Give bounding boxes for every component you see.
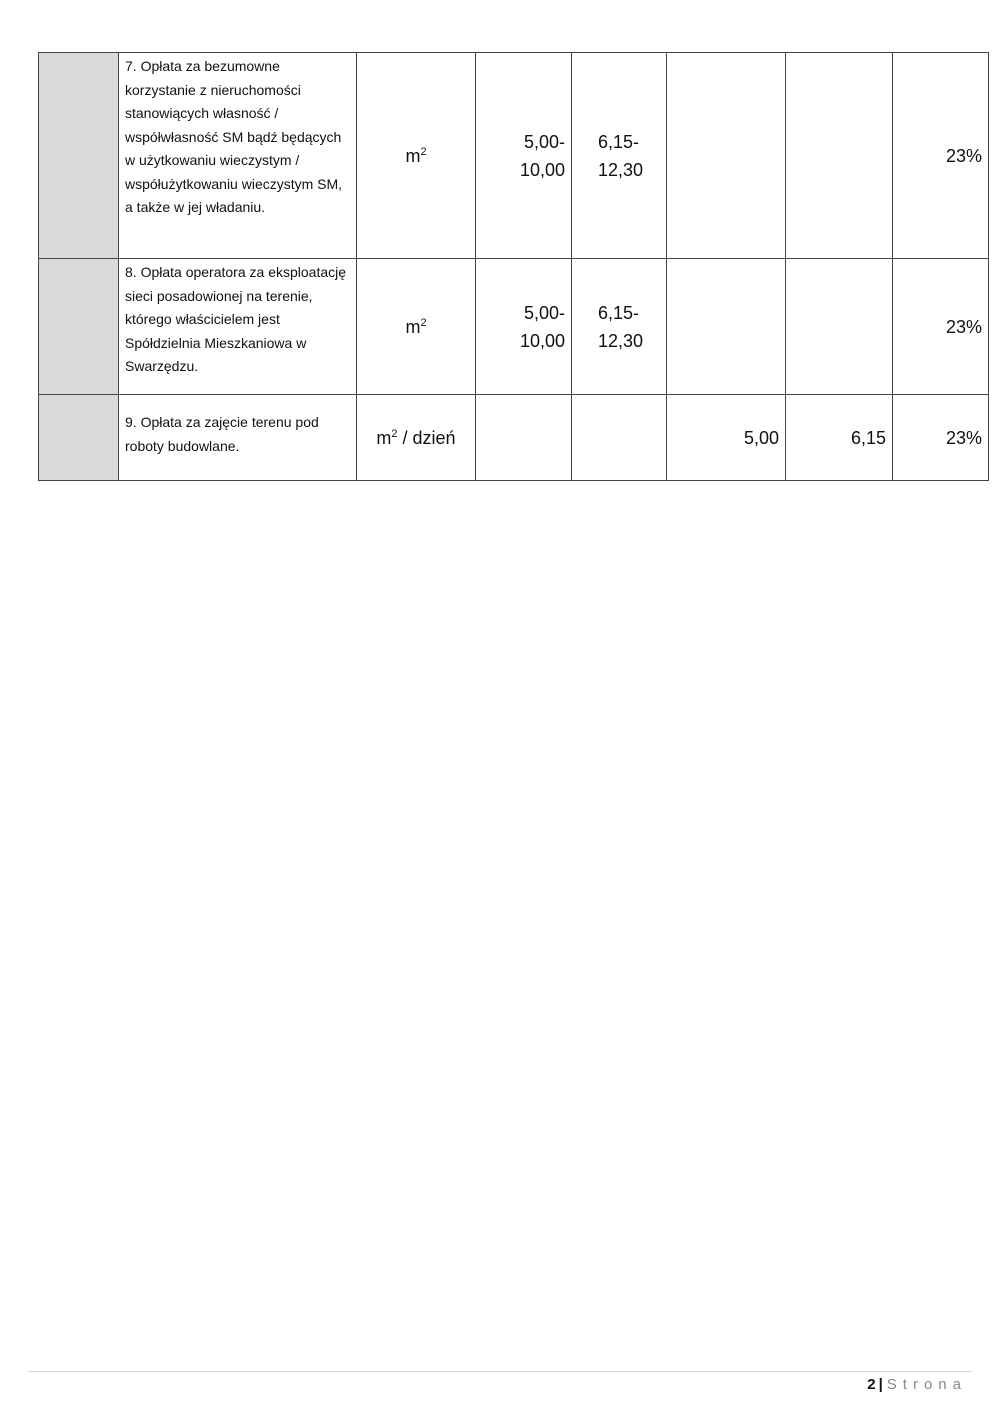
unit-base: m [376,427,392,448]
gross-range-from: 6,15- [598,302,640,323]
gross-range-cell [572,395,667,481]
unit-superscript: 2 [391,427,398,440]
gross-range-cell [572,259,667,395]
vat-cell: 23% [893,259,989,395]
unit-superscript: 2 [420,145,427,158]
unit-cell [357,395,476,481]
shaded-cell [39,53,119,259]
gross-value-cell: 6,15 [786,395,893,481]
table-row [39,53,989,259]
net-range-cell [476,259,572,395]
net-range-cell [476,395,572,481]
net-range-cell [476,53,572,259]
gross-range-to: 12,30 [598,159,644,180]
net-range-to: 10,00 [519,159,565,180]
description-cell: 9. Opłata za zajęcie terenu pod roboty budowlane. [119,395,357,481]
shaded-cell [39,259,119,395]
net-range-from: 5,00- [523,131,565,152]
page-footer [867,1376,967,1393]
description-cell: 8. Opłata operatora za eksploatację sieci posadowionej na terenie, którego właścicielem jest Spółdzielnia Mieszkaniowa w Swarzędzu. [119,259,357,395]
shaded-cell [39,395,119,481]
table-row [39,259,989,395]
unit-cell [357,259,476,395]
gross-range-from: 6,15- [598,131,640,152]
net-range-to: 10,00 [519,330,565,351]
description-cell: 7. Opłata za bezumowne korzystanie z nieruchomości stanowiących własność / współwłasność SM bądź będących w użytkowaniu wieczystym / współużytkowaniu wieczystym SM, a także w jej władaniu. [119,53,357,259]
unit-base: m [405,145,421,166]
net-value-cell [667,53,786,259]
vat-cell: 23% [893,395,989,481]
gross-range-to: 12,30 [598,330,644,351]
net-value-cell [667,259,786,395]
page-label: Strona [886,1376,967,1393]
table-row [39,395,989,481]
unit-base: m [405,316,421,337]
unit-cell [357,53,476,259]
unit-superscript: 2 [420,316,427,329]
fee-table [38,52,989,481]
gross-value-cell [786,259,893,395]
footer-separator: | [878,1376,883,1393]
net-value-cell: 5,00 [667,395,786,481]
gross-range-cell [572,53,667,259]
page-number: 2 [867,1376,876,1393]
vat-cell: 23% [893,53,989,259]
unit-suffix: / dzień [397,427,456,448]
net-range-from: 5,00- [523,302,565,323]
gross-value-cell [786,53,893,259]
footer-divider [28,1371,972,1372]
